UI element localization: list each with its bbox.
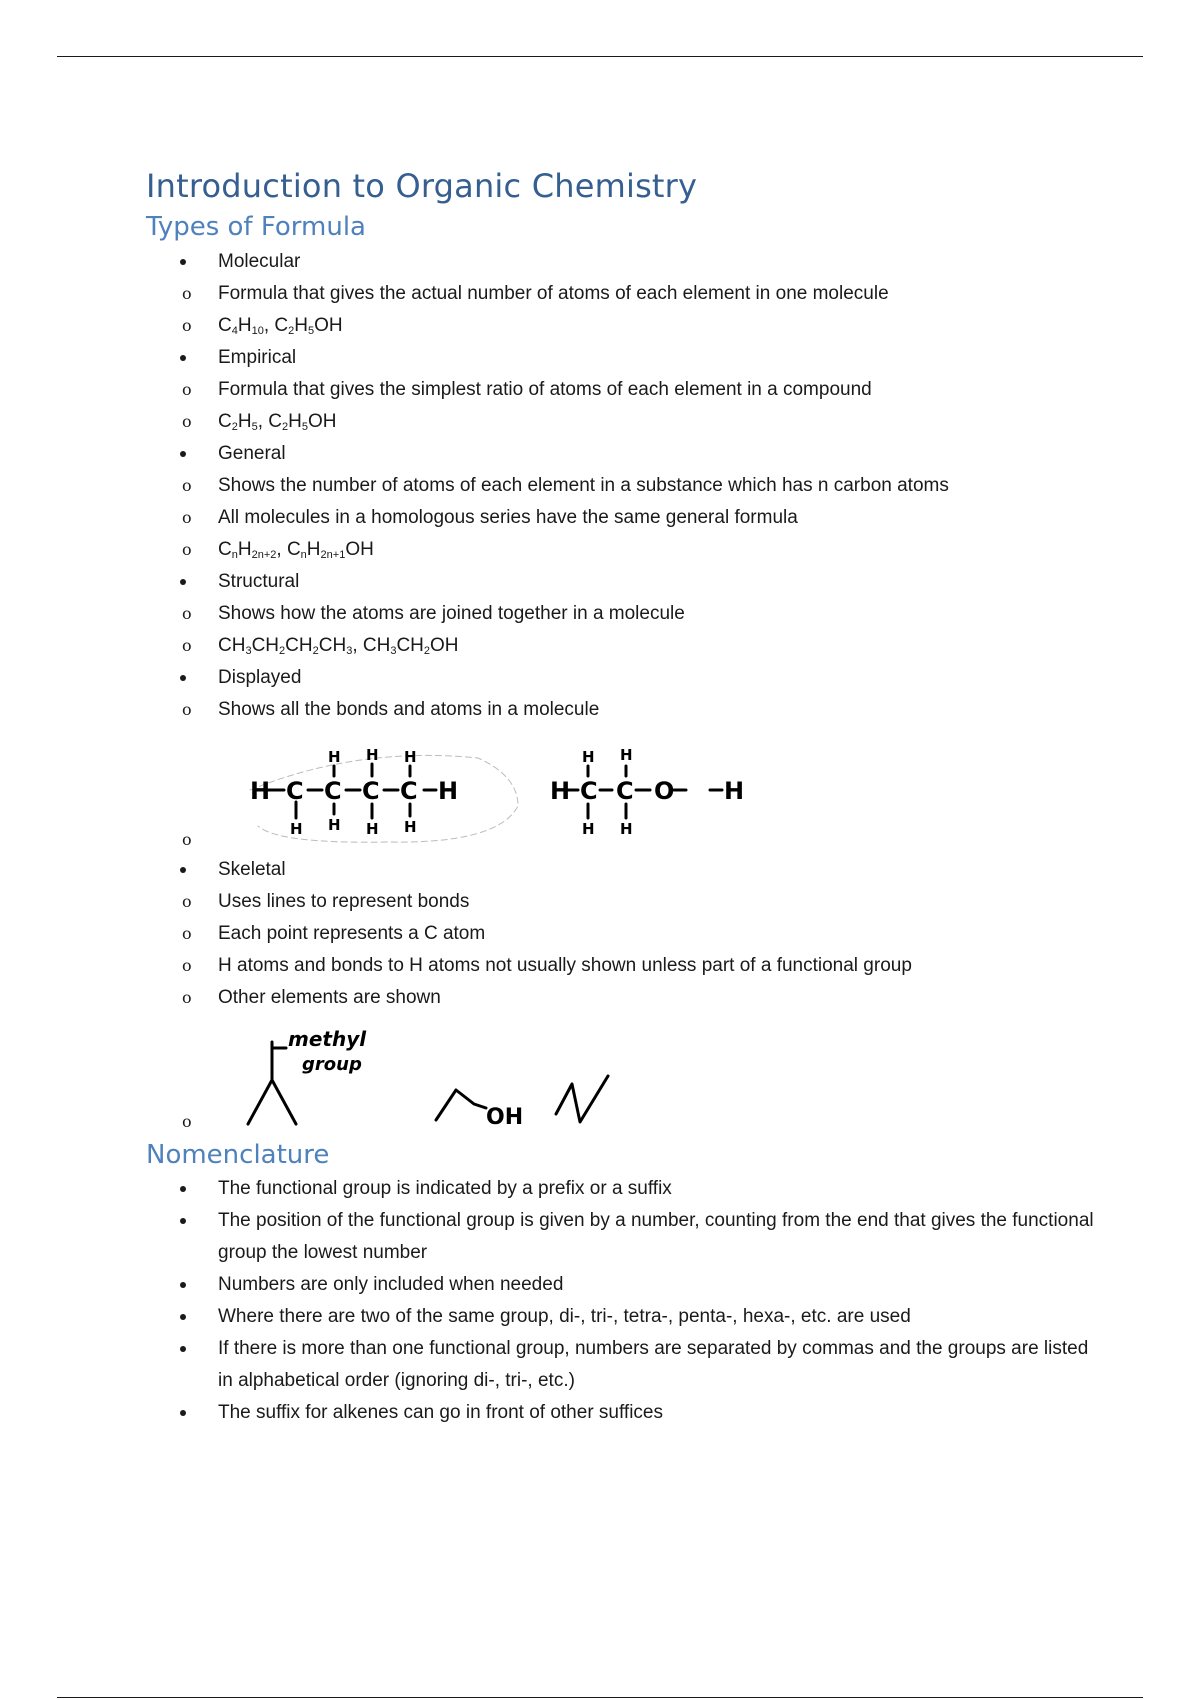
svg-text:H: H (404, 818, 417, 836)
svg-text:C: C (400, 777, 418, 805)
svg-text:OH: OH (486, 1105, 524, 1130)
sub-list-item: o Shows all the bonds and atoms in a molecule (218, 694, 1106, 726)
list-item: Skeletal o Uses lines to represent bonds o Each point represents a C atom o H atoms and bonds to H atoms not usually shown unless part of a functional group o Other elements are shown o methyl group OH (146, 854, 1106, 1136)
formula-example: o $CH_3CH_2CH_2CH_3$, $CH_3CH_2OH$ (218, 630, 1106, 662)
list-item: Displayed o Shows all the bonds and atoms in a molecule o H C C C C H H C C O H H H H H H H H H H H H (146, 662, 1106, 854)
sub-list-item: o Shows how the atoms are joined together in a molecule (218, 598, 1106, 630)
page-title: Introduction to Organic Chemistry (146, 167, 698, 205)
displayed-formula-sketch-item (182, 726, 1106, 854)
circle-bullet-icon: o (182, 316, 192, 335)
circle-bullet-icon: o (182, 284, 192, 303)
list-item: Structural o Shows how the atoms are joined together in a molecule o $CH_3CH_2CH_2CH_3$, $CH_3CH_2OH$ (146, 566, 1106, 662)
formula-types-list (146, 246, 1106, 1136)
svg-text:group: group (302, 1054, 362, 1075)
circle-bullet-icon: o (182, 636, 192, 655)
svg-text:H: H (328, 816, 341, 834)
bullet-icon (180, 1314, 186, 1320)
list-item: The suffix for alkenes can go in front of other suffices (146, 1397, 1106, 1429)
sub-list-item: o All molecules in a homologous series have the same general formula (218, 502, 1106, 534)
circle-bullet-icon: o (182, 412, 192, 431)
svg-text:C: C (616, 777, 634, 805)
bullet-icon (180, 1346, 186, 1352)
circle-bullet-icon: o (182, 956, 192, 975)
circle-bullet-icon: o (182, 988, 192, 1007)
svg-text:H: H (366, 820, 379, 838)
svg-text:H: H (366, 746, 379, 764)
sub-list-item: o Other elements are shown (218, 982, 1106, 1014)
list-item: General o Shows the number of atoms of each element in a substance which has n carbon atoms o All molecules in a homologous series have the same general formula o $C_nH_{2n+2}$, $C_nH_{2n+1}OH$ (146, 438, 1106, 566)
bullet-icon (180, 451, 186, 457)
bullet-icon (180, 355, 186, 361)
sub-list-item: o Each point represents a C atom (218, 918, 1106, 950)
skeletal-formula-sketch-item (182, 1014, 1106, 1136)
svg-text:H: H (582, 820, 595, 838)
bullet-icon (180, 675, 186, 681)
sub-list-item: o Shows the number of atoms of each element in a substance which has n carbon atoms (218, 470, 1106, 502)
formula-example: o $C_4H_{10}$, $C_2H_5OH$ (218, 310, 1106, 342)
header-rule (57, 56, 1143, 57)
nomenclature-list (146, 1173, 1106, 1429)
displayed-formula-sketch (238, 726, 858, 854)
svg-text:H: H (438, 777, 459, 805)
section-heading-nomenclature: Nomenclature (146, 1140, 330, 1170)
circle-bullet-icon: o (182, 476, 192, 495)
svg-text:H: H (250, 777, 271, 805)
svg-text:C: C (362, 777, 380, 805)
list-item: Empirical o Formula that gives the simplest ratio of atoms of each element in a compound o $C_2H_5$, $C_2H_5OH$ (146, 342, 1106, 438)
bullet-icon (180, 867, 186, 873)
circle-bullet-icon: o (182, 892, 192, 911)
footer-rule (57, 1697, 1143, 1698)
section-heading-formula: Types of Formula (146, 212, 366, 242)
circle-bullet-icon: o (182, 924, 192, 943)
svg-text:H: H (620, 746, 633, 764)
formula-example: o $C_2H_5$, $C_2H_5OH$ (218, 406, 1106, 438)
list-item: Molecular o Formula that gives the actual number of atoms of each element in one molecule o $C_4H_{10}$, $C_2H_5OH$ (146, 246, 1106, 342)
svg-text:C: C (580, 777, 598, 805)
list-item: Numbers are only included when needed (146, 1269, 1106, 1301)
list-item: The position of the functional group is given by a number, counting from the end that gives the functional group the lowest number (146, 1205, 1106, 1269)
circle-bullet-icon: o (182, 700, 192, 719)
sub-list-item: o Uses lines to represent bonds (218, 886, 1106, 918)
list-item: The functional group is indicated by a prefix or a suffix (146, 1173, 1106, 1205)
svg-text:H: H (404, 748, 417, 766)
bullet-icon (180, 259, 186, 265)
sub-list-item: o H atoms and bonds to H atoms not usually shown unless part of a functional group (218, 950, 1106, 982)
svg-text:methyl: methyl (288, 1027, 367, 1051)
svg-text:C: C (286, 777, 304, 805)
circle-bullet-icon: o (182, 380, 192, 399)
svg-text:H: H (290, 820, 303, 838)
circle-bullet-icon: o (182, 508, 192, 527)
list-item: If there is more than one functional group, numbers are separated by commas and the groups are listed in alphabetical order (ignoring di-, tri-, etc.) (146, 1333, 1106, 1397)
list-item: Where there are two of the same group, di-, tri-, tetra-, penta-, hexa-, etc. are used (146, 1301, 1106, 1333)
bullet-icon (180, 1218, 186, 1224)
svg-text:H: H (724, 777, 745, 805)
formula-example: o $C_nH_{2n+2}$, $C_nH_{2n+1}OH$ (218, 534, 1106, 566)
svg-text:H: H (550, 777, 571, 805)
sub-list-item: o Formula that gives the actual number of atoms of each element in one molecule (218, 278, 1106, 310)
svg-text:C: C (324, 777, 342, 805)
svg-text:H: H (328, 748, 341, 766)
svg-text:H: H (582, 748, 595, 766)
skeletal-formula-sketch (242, 1014, 702, 1136)
bullet-icon (180, 1186, 186, 1192)
bullet-icon (180, 1410, 186, 1416)
circle-bullet-icon: o (182, 830, 192, 849)
sub-list-item: o Formula that gives the simplest ratio of atoms of each element in a compound (218, 374, 1106, 406)
bullet-icon (180, 1282, 186, 1288)
svg-text:H: H (620, 820, 633, 838)
bullet-icon (180, 579, 186, 585)
circle-bullet-icon: o (182, 1112, 192, 1131)
circle-bullet-icon: o (182, 604, 192, 623)
svg-text:O: O (654, 777, 675, 805)
circle-bullet-icon: o (182, 540, 192, 559)
document-body (146, 164, 1106, 1429)
